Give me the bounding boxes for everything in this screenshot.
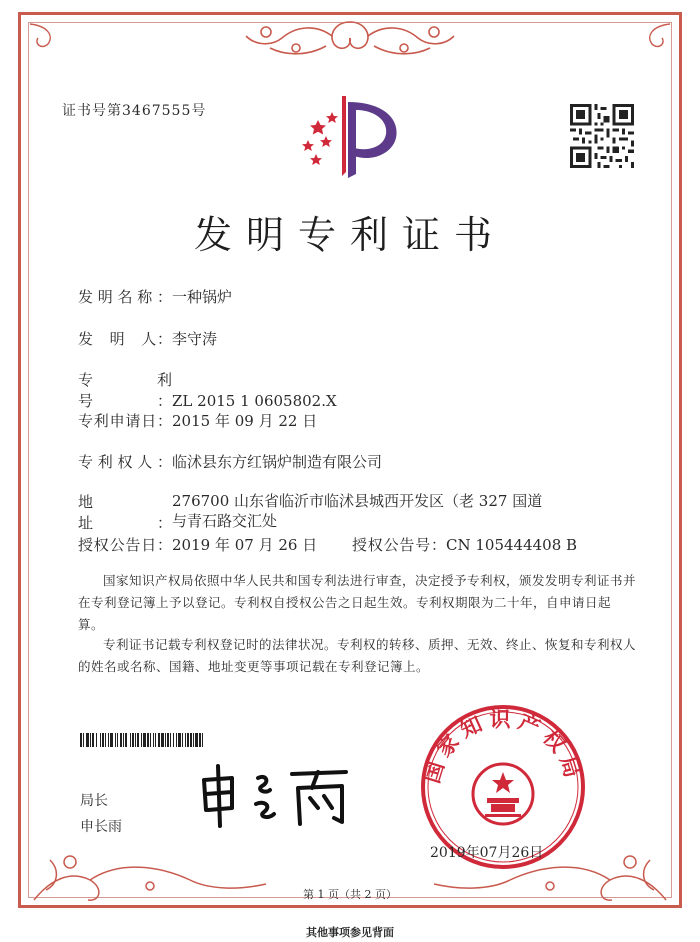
inventor-value: 李守涛	[172, 330, 218, 348]
director-signature	[196, 760, 366, 830]
address-value: 276700 山东省临沂市临沭县城西开发区（老 327 国道与青石路交汇处	[172, 492, 543, 530]
invention-name-value: 一种锅炉	[172, 288, 233, 306]
footer-note: 其他事项参见背面	[306, 926, 394, 939]
certificate-title: 发明专利证书	[193, 213, 506, 257]
director-name: 申长雨	[80, 819, 122, 835]
invention-name-label: 发明名称：	[78, 288, 172, 306]
filing-date-value: 2015 年 09 月 22 日	[172, 412, 318, 430]
legal-paragraph-2: 专利证书记载专利权登记时的法律状况。专利权的转移、质押、无效、终止、恢复和专利权人的姓名或名称、国籍、地址变更等事项记载在专利登记簿上。	[78, 637, 637, 674]
invention-name-row	[78, 286, 232, 307]
patent-number-value: ZL 2015 1 0605802.X	[172, 392, 337, 410]
barcode	[80, 733, 262, 747]
grant-date-value: 2019 年 07 月 26 日	[172, 536, 318, 554]
certificate-number: 证书号第3467555号	[62, 103, 207, 119]
patentee-label: 专利权人：	[78, 453, 172, 471]
patent-number-row	[78, 369, 337, 411]
patentee-value: 临沭县东方红锅炉制造有限公司	[172, 453, 383, 471]
page-number: 第 1 页（共 2 页）	[303, 888, 397, 901]
inventor-label: 发 明 人：	[78, 330, 172, 348]
top-ornament	[236, 16, 464, 64]
grant-number-row	[352, 534, 577, 555]
grant-date-row	[78, 534, 317, 555]
patentee-row	[78, 451, 382, 472]
patent-office-logo	[296, 92, 406, 178]
svg-text:国家知识产权局: 国家知识产权局	[418, 706, 588, 787]
filing-date-row	[78, 410, 317, 431]
grant-date-label: 授权公告日：	[78, 536, 172, 554]
qr-code	[570, 104, 634, 168]
grant-number-value: CN 105444408 B	[446, 536, 578, 554]
inventor-row	[78, 328, 217, 349]
corner-ornament-top-right	[622, 22, 672, 72]
patent-number-label: 专 利 号：	[78, 371, 188, 410]
director-title: 局长	[80, 793, 108, 809]
address-row	[78, 491, 172, 533]
corner-ornament-top-left	[28, 22, 78, 72]
legal-paragraph-1: 国家知识产权局依照中华人民共和国专利法进行审查，决定授予专利权，颁发发明专利证书并在专利登记簿上予以登记。专利权自授权公告之日起生效。专利权期限为二十年，自申请日起算。	[78, 573, 637, 632]
grant-number-label: 授权公告号：	[352, 536, 446, 554]
seal-date: 2019年07月26日	[430, 845, 544, 861]
address-label: 地 址：	[78, 493, 172, 532]
filing-date-label: 专利申请日：	[78, 412, 172, 430]
